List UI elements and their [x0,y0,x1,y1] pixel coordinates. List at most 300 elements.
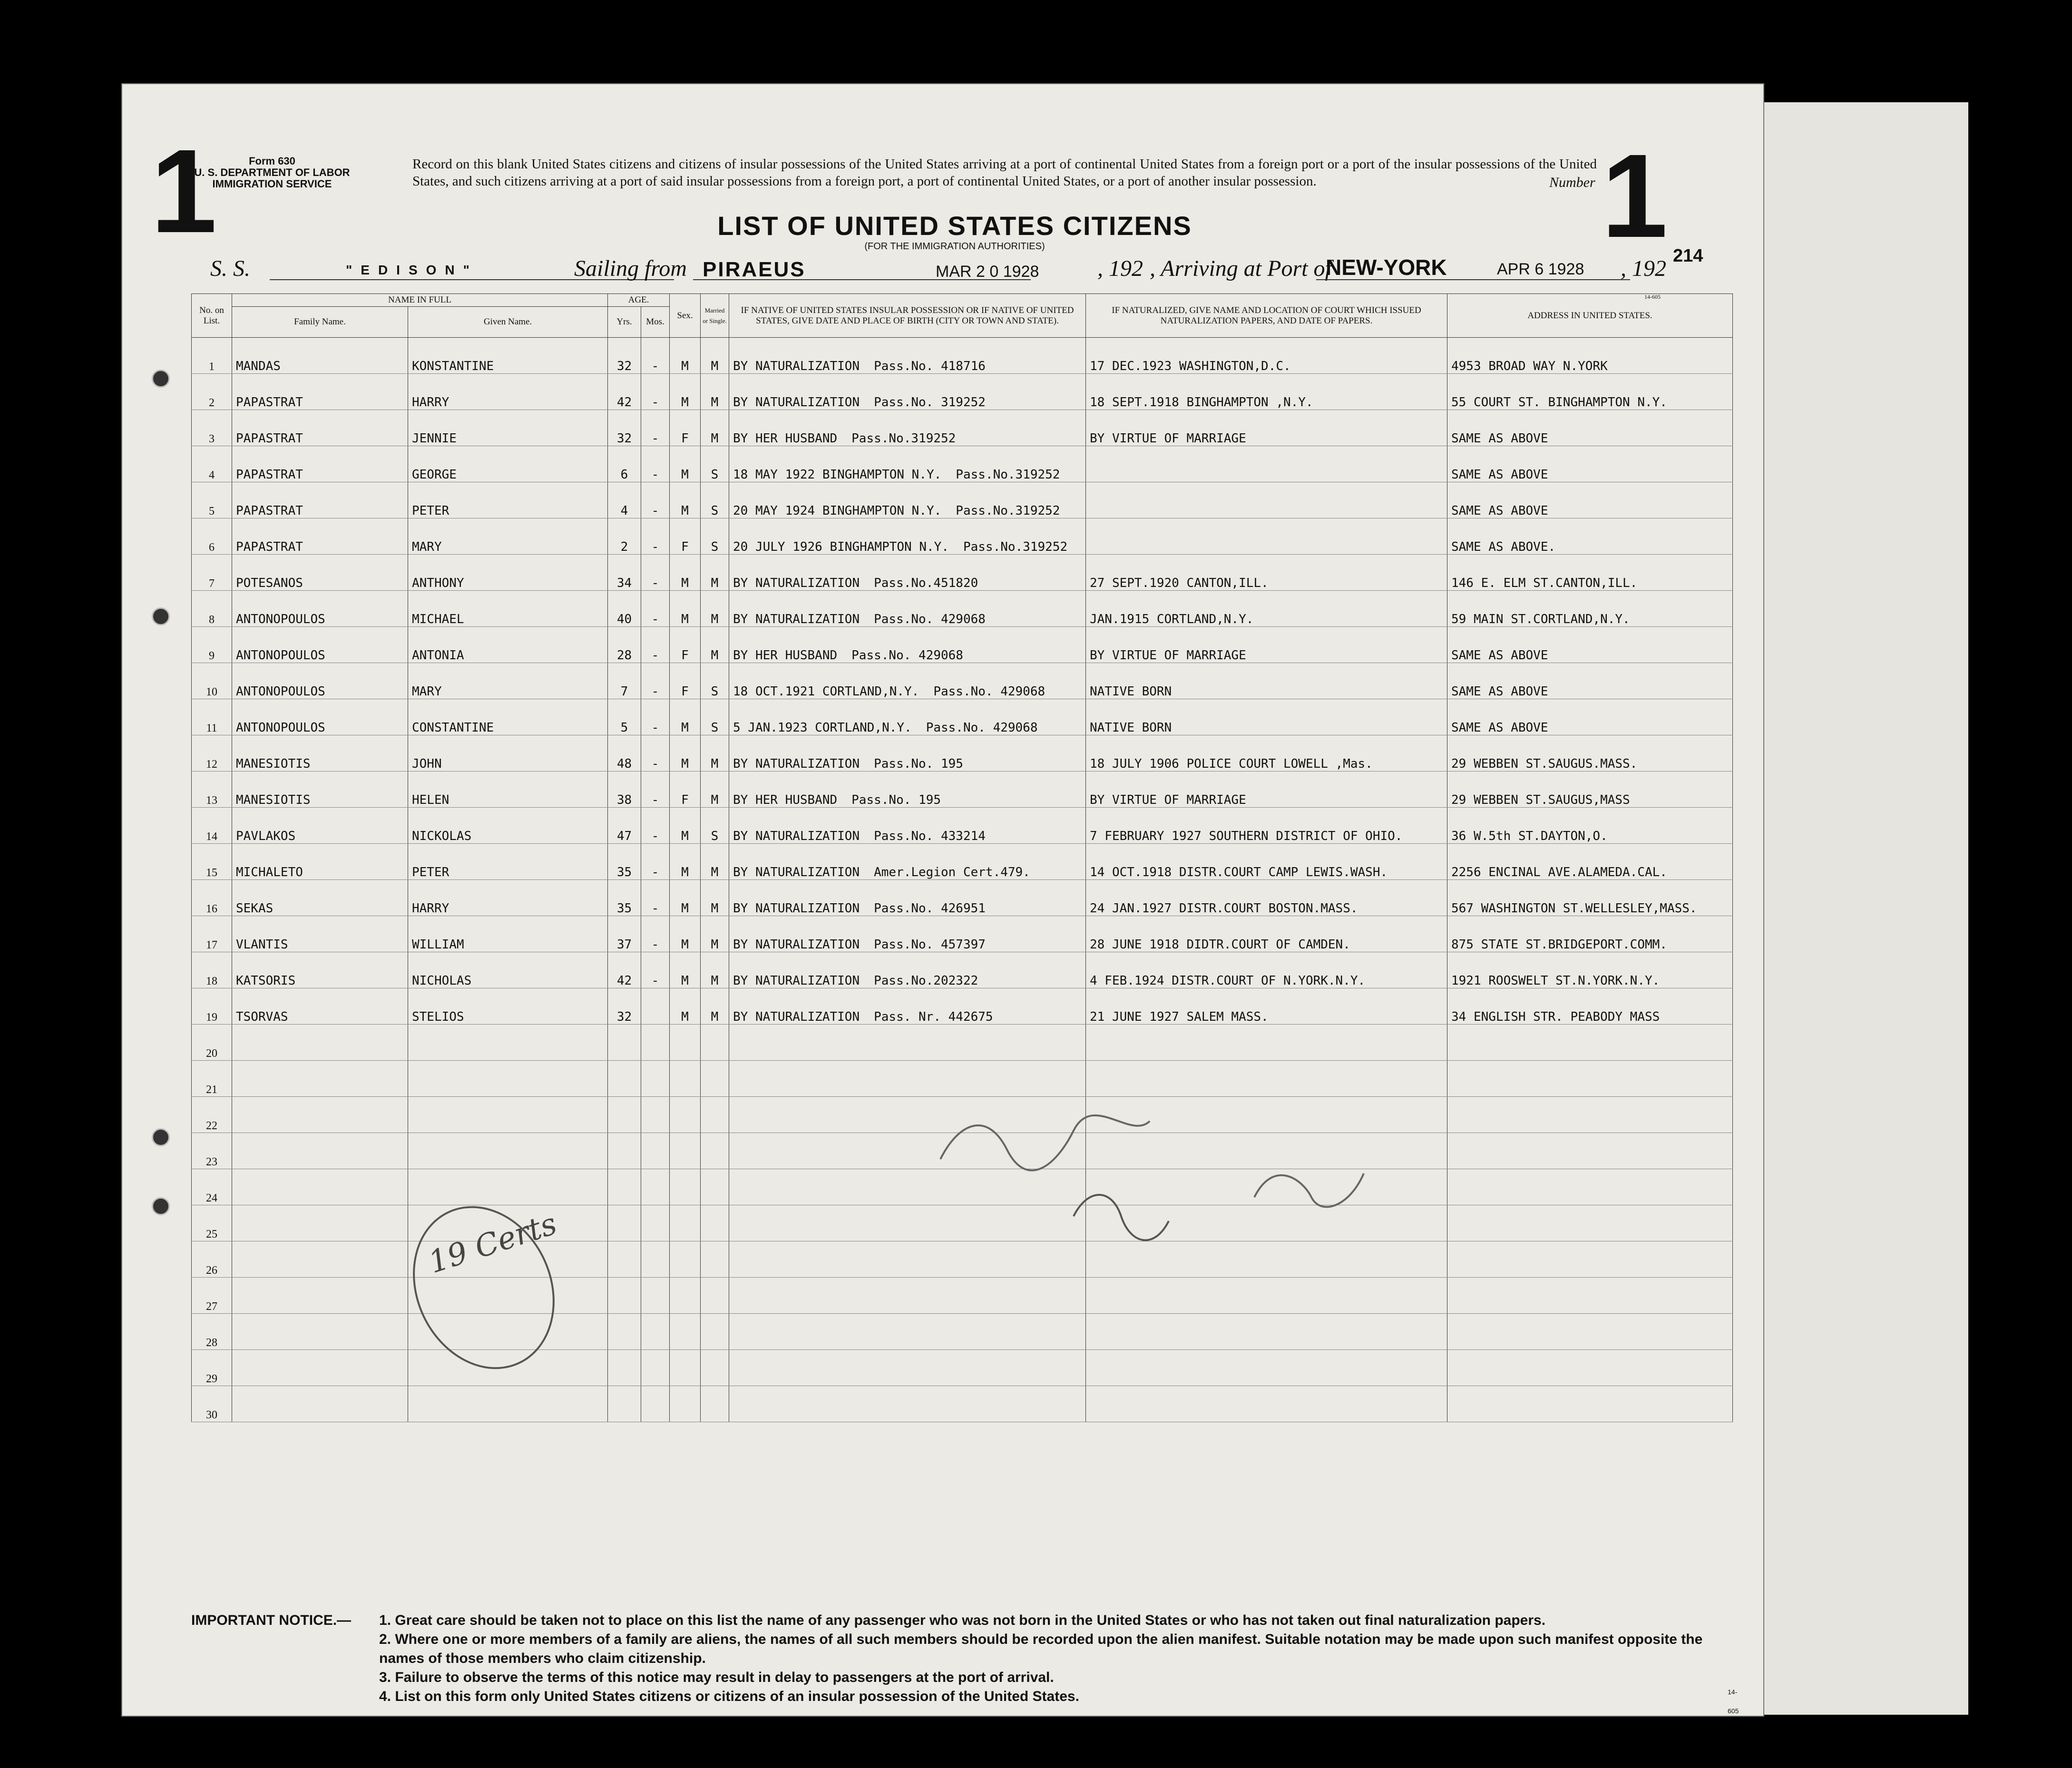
birth-text: BY HER HUSBAND [733,431,838,446]
naturalization-court-cell [1086,1386,1447,1422]
birth-cell [729,808,1086,844]
age-months-cell: - [641,518,670,555]
age-years-cell: 35 [608,880,641,916]
row-number: 14 [192,808,232,844]
marital-status-cell: S [701,663,729,699]
address-cell: 59 MAIN ST.CORTLAND,N.Y. [1447,591,1733,627]
header-sex: Sex. [670,294,701,338]
birth-cell [729,916,1086,952]
age-months-cell: - [641,591,670,627]
marital-status-cell: M [701,627,729,663]
number-label: Number [1549,175,1595,190]
birth-cell [729,1025,1086,1061]
header-naturalized: IF NATURALIZED, GIVE NAME AND LOCATION OF COURT WHICH ISSUED NATURALIZATION PAPERS, AND DATE OF PAPERS. [1086,294,1447,338]
age-months-cell [641,1097,670,1133]
age-years-cell: 5 [608,699,641,735]
punch-hole [152,1128,170,1146]
family-name-cell: VLANTIS [232,916,408,952]
given-name-cell: PETER [408,482,608,518]
given-name-cell: NICHOLAS [408,952,608,988]
birth-cell [729,663,1086,699]
birth-cell [729,699,1086,735]
naturalization-court-cell [1086,1350,1447,1386]
address-cell: 567 WASHINGTON ST.WELLESLEY,MASS. [1447,880,1733,916]
family-name-cell: PAVLAKOS [232,808,408,844]
row-number: 15 [192,844,232,880]
row-number: 25 [192,1205,232,1241]
table-row [192,735,1733,772]
age-years-cell [608,1205,641,1241]
age-years-cell: 40 [608,591,641,627]
sex-cell [670,1169,701,1205]
given-name-cell [408,1097,608,1133]
age-years-cell: 38 [608,772,641,808]
header-birth: IF NATIVE OF UNITED STATES INSULAR POSSESSION OR IF NATIVE OF UNITED STATES, GIVE DATE AND PLACE OF BIRTH (CITY OR TOWN AND STATE). [729,294,1086,338]
row-number: 19 [192,988,232,1025]
notice-item: 4. List on this form only United States citizens or citizens of an insular possession of the United States. [379,1689,1079,1704]
age-years-cell: 28 [608,627,641,663]
marital-status-cell: M [701,988,729,1025]
given-name-cell: HELEN [408,772,608,808]
age-months-cell [641,1241,670,1278]
address-cell [1447,1350,1733,1386]
given-name-cell: MARY [408,518,608,555]
family-name-cell: PAPASTRAT [232,518,408,555]
birth-text: BY HER HUSBAND [733,648,838,663]
marital-status-cell [701,1169,729,1205]
table-row [192,627,1733,663]
passport-number: Pass.No.319252 [851,431,956,446]
notice-item: 3. Failure to observe the terms of this notice may result in delay to passengers at the port of arrival. [379,1670,1054,1685]
address-cell: 2256 ENCINAL AVE.ALAMEDA.CAL. [1447,844,1733,880]
birth-cell [729,446,1086,482]
naturalization-court-cell: 18 SEPT.1918 BINGHAMPTON ,N.Y. [1086,374,1447,410]
birth-cell [729,952,1086,988]
sex-cell: M [670,844,701,880]
birth-text: BY NATURALIZATION [733,757,860,771]
age-years-cell: 42 [608,952,641,988]
row-number: 5 [192,482,232,518]
family-name-cell: TSORVAS [232,988,408,1025]
sex-cell: F [670,772,701,808]
table-row [192,772,1733,808]
naturalization-court-cell: 7 FEBRUARY 1927 SOUTHERN DISTRICT OF OHIO. [1086,808,1447,844]
row-number: 10 [192,663,232,699]
marital-status-cell [701,1061,729,1097]
given-name-cell: MICHAEL [408,591,608,627]
notice-item: 2. Where one or more members of a family are aliens, the names of all such members should be recorded upon the alien manifest. Suitable notation may be made upon such manifest opposite the names of those members who claim citizenship. [379,1631,1703,1666]
family-name-cell: MICHALETO [232,844,408,880]
given-name-cell: GEORGE [408,446,608,482]
passport-number: Pass.No. 429068 [933,684,1046,699]
table-header [192,294,1733,338]
sex-cell: M [670,952,701,988]
age-years-cell [608,1025,641,1061]
passport-number: Pass.No.319252 [963,540,1068,554]
header-name-in-full: NAME IN FULL [232,294,608,307]
birth-text: 20 JULY 1926 BINGHAMPTON N.Y. [733,540,949,554]
sex-cell: F [670,410,701,446]
marital-status-cell [701,1205,729,1241]
sex-cell: M [670,446,701,482]
birth-cell [729,482,1086,518]
passport-number: Pass.No. 429068 [851,648,963,663]
birth-text: 18 MAY 1922 BINGHAMPTON N.Y. [733,468,942,482]
marital-status-cell: S [701,518,729,555]
passport-number: Pass.No. 195 [874,757,963,771]
table-row [192,808,1733,844]
sailing-year-label: , 192 [1097,256,1143,281]
birth-text: BY NATURALIZATION [733,865,860,879]
ship-name: "EDISON" [346,263,478,277]
table-row [192,1061,1733,1097]
passport-number: Amer.Legion Cert.479. [874,865,1030,879]
age-months-cell: - [641,482,670,518]
family-name-cell: SEKAS [232,880,408,916]
marital-status-cell [701,1386,729,1422]
sex-cell: M [670,482,701,518]
age-months-cell: - [641,555,670,591]
given-name-cell: JOHN [408,735,608,772]
row-number: 1 [192,338,232,374]
form-header [194,156,351,190]
birth-cell [729,735,1086,772]
sex-cell [670,1205,701,1241]
age-years-cell [608,1350,641,1386]
address-cell [1447,1314,1733,1350]
row-number: 30 [192,1386,232,1422]
given-name-cell: HARRY [408,374,608,410]
birth-text: BY NATURALIZATION [733,395,860,410]
marital-status-cell: M [701,735,729,772]
given-name-cell: KONSTANTINE [408,338,608,374]
sex-cell [670,1314,701,1350]
sex-cell: M [670,374,701,410]
page-number: 214 [1673,246,1703,266]
address-cell [1447,1241,1733,1278]
given-name-cell: STELIOS [408,988,608,1025]
row-number: 7 [192,555,232,591]
sex-cell: M [670,338,701,374]
row-number: 12 [192,735,232,772]
age-months-cell [641,1350,670,1386]
marital-status-cell [701,1133,729,1169]
age-months-cell [641,1314,670,1350]
notice-item: 1. Great care should be taken not to place on this list the name of any passenger who was not born in the United States or who has not taken out final naturalization papers. [379,1612,1546,1628]
age-months-cell [641,1278,670,1314]
family-name-cell [232,1061,408,1097]
age-months-cell [641,1061,670,1097]
sex-cell: M [670,699,701,735]
marital-status-cell: M [701,880,729,916]
family-name-cell: KATSORIS [232,952,408,988]
family-name-cell [232,1241,408,1278]
age-years-cell [608,1241,641,1278]
age-months-cell: - [641,808,670,844]
naturalization-court-cell: 21 JUNE 1927 SALEM MASS. [1086,988,1447,1025]
birth-cell [729,555,1086,591]
given-name-cell: JENNIE [408,410,608,446]
birth-text: BY HER HUSBAND [733,793,838,807]
birth-text: 5 JAN.1923 CORTLAND,N.Y. [733,721,912,735]
birth-text: 18 OCT.1921 CORTLAND,N.Y. [733,684,919,699]
address-cell: 55 COURT ST. BINGHAMPTON N.Y. [1447,374,1733,410]
adjacent-page [1762,102,1968,1715]
age-years-cell: 37 [608,916,641,952]
arriving-label: , Arriving at Port of [1150,256,1331,281]
marital-status-cell: M [701,591,729,627]
row-number: 29 [192,1350,232,1386]
given-name-cell: NICKOLAS [408,808,608,844]
passport-number: Pass.No.451820 [874,576,978,590]
row-number: 6 [192,518,232,555]
naturalization-court-cell: NATIVE BORN [1086,699,1447,735]
address-cell [1447,1278,1733,1314]
birth-text: BY NATURALIZATION [733,901,860,916]
age-months-cell: - [641,446,670,482]
header-family-name: Family Name. [232,307,408,338]
notice-label: IMPORTANT NOTICE.— [191,1612,352,1628]
family-name-cell [232,1205,408,1241]
birth-text: BY NATURALIZATION [733,359,860,373]
age-years-cell: 32 [608,410,641,446]
address-cell: 1921 ROOSWELT ST.N.YORK.N.Y. [1447,952,1733,988]
family-name-cell: ANTONOPOULOS [232,663,408,699]
sex-cell [670,1241,701,1278]
age-months-cell [641,1025,670,1061]
header-mos: Mos. [641,307,670,338]
right-list-number: 1 [1602,129,1668,262]
naturalization-court-cell: 28 JUNE 1918 DIDTR.COURT OF CAMDEN. [1086,916,1447,952]
naturalization-court-cell [1086,1314,1447,1350]
notice-items [379,1611,1711,1706]
marital-status-cell: S [701,699,729,735]
marital-status-cell: S [701,446,729,482]
marital-status-cell [701,1025,729,1061]
punch-hole [152,1197,170,1215]
marital-status-cell [701,1097,729,1133]
given-name-cell: ANTONIA [408,627,608,663]
marital-status-cell [701,1314,729,1350]
address-cell: 36 W.5th ST.DAYTON,O. [1447,808,1733,844]
departure-port: PIRAEUS [703,258,806,281]
address-cell [1447,1133,1733,1169]
row-number: 16 [192,880,232,916]
naturalization-court-cell: NATIVE BORN [1086,663,1447,699]
sex-cell: M [670,988,701,1025]
passport-number: Pass.No. 457397 [874,938,986,952]
left-list-number: 1 [151,125,217,257]
address-cell: SAME AS ABOVE [1447,446,1733,482]
naturalization-court-cell [1086,482,1447,518]
arrival-year-label: , 192 [1621,256,1666,281]
form-title: LIST OF UNITED STATES CITIZENS [717,211,1192,241]
passport-number: Pass.No. 319252 [874,395,986,410]
age-years-cell: 2 [608,518,641,555]
row-number: 28 [192,1314,232,1350]
table-row [192,916,1733,952]
age-years-cell: 32 [608,338,641,374]
naturalization-court-cell: BY VIRTUE OF MARRIAGE [1086,772,1447,808]
naturalization-court-cell: 17 DEC.1923 WASHINGTON,D.C. [1086,338,1447,374]
row-number: 13 [192,772,232,808]
sex-cell [670,1025,701,1061]
birth-cell [729,518,1086,555]
age-years-cell [608,1133,641,1169]
family-name-cell: ANTONOPOULOS [232,699,408,735]
given-name-cell: CONSTANTINE [408,699,608,735]
birth-cell [729,1314,1086,1350]
header-yrs: Yrs. [608,307,641,338]
birth-cell [729,374,1086,410]
record-instructions: Record on this blank United States citizens and citizens of insular possessions of the United States arriving at a port of continental United States from a foreign port or a port of the insular possessions of the United States, and such citizens arriving at a port of said insular possessions from a foreign port, a port of continental United States, or a port of another insular possession. [412,156,1597,189]
passport-number: Pass.No.319252 [956,468,1060,482]
address-cell [1447,1386,1733,1422]
address-cell: 875 STATE ST.BRIDGEPORT.COMM. [1447,916,1733,952]
family-name-cell: MANESIOTIS [232,735,408,772]
family-name-cell: PAPASTRAT [232,410,408,446]
birth-cell [729,1386,1086,1422]
age-months-cell: - [641,772,670,808]
birth-text: 20 MAY 1924 BINGHAMPTON N.Y. [733,504,942,518]
naturalization-court-cell: 27 SEPT.1920 CANTON,ILL. [1086,555,1447,591]
arrival-port: NEW-YORK [1326,255,1447,280]
age-years-cell: 34 [608,555,641,591]
address-cell: 29 WEBBEN ST.SAUGUS.MASS. [1447,735,1733,772]
naturalization-court-cell [1086,518,1447,555]
marital-status-cell: M [701,916,729,952]
marital-status-cell: M [701,374,729,410]
sex-cell [670,1278,701,1314]
birth-cell [729,880,1086,916]
passport-number: Pass.No. 426951 [874,901,986,916]
age-months-cell: - [641,627,670,663]
footer-code: 14-605 [1728,1688,1739,1715]
form-subtitle: (FOR THE IMMIGRATION AUTHORITIES) [864,241,1045,252]
family-name-cell [232,1314,408,1350]
given-name-cell: PETER [408,844,608,880]
manifest-sheet [121,83,1764,1717]
birth-text: BY NATURALIZATION [733,974,860,988]
age-months-cell [641,1205,670,1241]
marital-status-cell: M [701,844,729,880]
sex-cell: M [670,555,701,591]
naturalization-court-cell: BY VIRTUE OF MARRIAGE [1086,627,1447,663]
passport-number: Pass.No. 418716 [874,359,986,373]
age-months-cell: - [641,735,670,772]
table-row [192,591,1733,627]
table-row [192,699,1733,735]
family-name-cell [232,1097,408,1133]
sex-cell: M [670,735,701,772]
family-name-cell: MANESIOTIS [232,772,408,808]
department-name: U. S. DEPARTMENT OF LABOR [194,166,350,178]
age-years-cell: 35 [608,844,641,880]
row-number: 21 [192,1061,232,1097]
header-given-name: Given Name. [408,307,608,338]
ss-label: S. S. [210,256,250,281]
passport-number: Pass.No. 195 [851,793,941,807]
naturalization-court-cell: 18 JULY 1906 POLICE COURT LOWELL ,Mas. [1086,735,1447,772]
address-cell [1447,1061,1733,1097]
row-number: 24 [192,1169,232,1205]
age-months-cell: - [641,952,670,988]
marital-status-cell: S [701,808,729,844]
sex-cell: M [670,880,701,916]
given-name-cell: WILLIAM [408,916,608,952]
birth-text: BY NATURALIZATION [733,1010,860,1024]
birth-cell [729,410,1086,446]
table-row [192,482,1733,518]
arrival-date-stamp: APR 6 1928 [1497,260,1584,278]
table-row [192,410,1733,446]
birth-cell [729,591,1086,627]
given-name-cell [408,1133,608,1169]
age-months-cell: - [641,663,670,699]
birth-text: BY NATURALIZATION [733,829,860,843]
family-name-cell: PAPASTRAT [232,482,408,518]
family-name-cell: ANTONOPOULOS [232,591,408,627]
age-months-cell: - [641,410,670,446]
naturalization-court-cell [1086,1025,1447,1061]
naturalization-court-cell: JAN.1915 CORTLAND,N.Y. [1086,591,1447,627]
address-cell: SAME AS ABOVE [1447,410,1733,446]
birth-cell [729,988,1086,1025]
given-name-cell [408,1061,608,1097]
given-name-cell [408,1386,608,1422]
marital-status-cell [701,1350,729,1386]
corner-code: 14-605 [1644,293,1661,300]
family-name-cell [232,1133,408,1169]
age-years-cell: 48 [608,735,641,772]
table-row [192,844,1733,880]
age-months-cell [641,1386,670,1422]
address-cell: SAME AS ABOVE [1447,699,1733,735]
marital-status-cell: S [701,482,729,518]
sex-cell: F [670,663,701,699]
sex-cell [670,1350,701,1386]
row-number: 22 [192,1097,232,1133]
passport-number: Pass.No. 429068 [874,612,986,626]
sex-cell: F [670,627,701,663]
address-cell: 4953 BROAD WAY N.YORK [1447,338,1733,374]
marital-status-cell: M [701,772,729,808]
marital-status-cell [701,1278,729,1314]
table-row [192,952,1733,988]
age-months-cell [641,988,670,1025]
naturalization-court-cell [1086,1061,1447,1097]
birth-text: BY NATURALIZATION [733,576,860,590]
age-years-cell: 42 [608,374,641,410]
table-row [192,555,1733,591]
birth-cell [729,1350,1086,1386]
header-married-single: Married or Single. [701,294,729,338]
sex-cell: F [670,518,701,555]
row-number: 3 [192,410,232,446]
row-number: 2 [192,374,232,410]
age-months-cell: - [641,699,670,735]
row-number: 11 [192,699,232,735]
age-months-cell: - [641,916,670,952]
passport-number: Pass.No.202322 [874,974,978,988]
row-number: 20 [192,1025,232,1061]
sailing-date-stamp: MAR 2 0 1928 [936,263,1039,281]
age-months-cell [641,1169,670,1205]
birth-cell [729,1061,1086,1097]
passport-number: Pass.No. 433214 [874,829,986,843]
table-row [192,446,1733,482]
row-number: 27 [192,1278,232,1314]
